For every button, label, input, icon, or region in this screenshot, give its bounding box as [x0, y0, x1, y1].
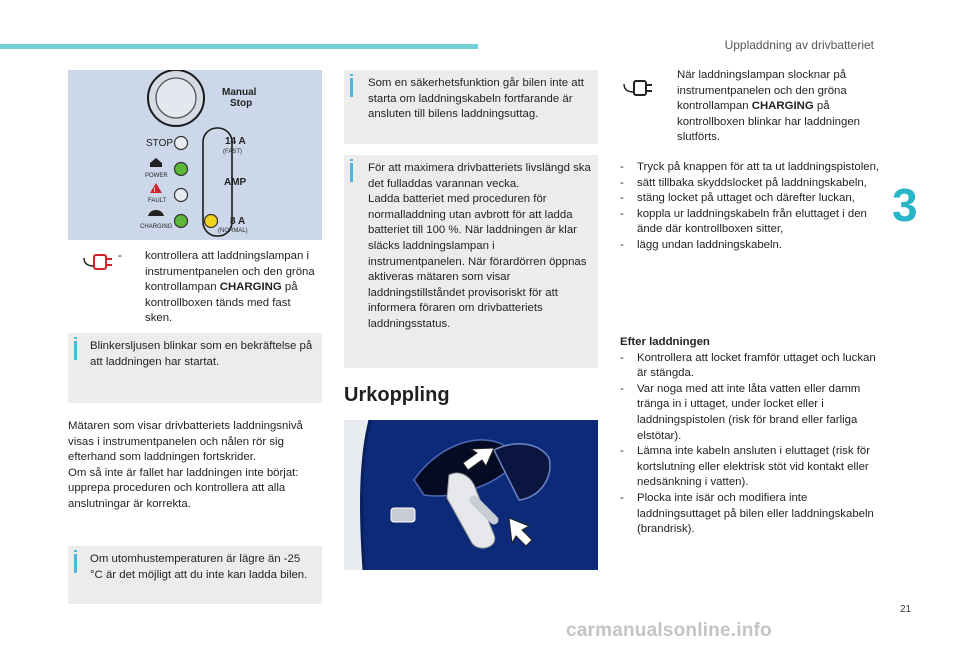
fast-text: (FAST): [223, 149, 242, 155]
fault-led: [175, 189, 188, 202]
amp-text: AMP: [224, 177, 247, 188]
control-box-illustration: [68, 70, 322, 240]
bullet-dash: - -: [118, 250, 122, 262]
disconnect-steps: [620, 160, 880, 254]
info-box-temperature: [68, 546, 322, 604]
list-item: - Kontrollera att locket framför uttaget och luckan är stängda.: [620, 351, 882, 382]
info-text: Som en säkerhetsfunktion går bilen inte att starta om laddningskabeln fortfarande är ansluten till bilens laddningsuttag.: [368, 77, 584, 121]
after-charging-section: [620, 335, 882, 538]
stop-led: [175, 137, 188, 150]
svg-text:!: !: [153, 188, 156, 194]
fault-text: FAULT: [148, 198, 167, 204]
normal-text: (NORMAL): [218, 228, 248, 234]
info-marker-icon: [350, 163, 353, 182]
info-marker-icon: [74, 554, 77, 573]
after-charging-title: Efter laddningen: [620, 336, 710, 348]
list-item: - stäng locket på uttaget och därefter luckan,: [620, 191, 880, 207]
charging-plug-icon: [82, 252, 114, 279]
plug-instruction: - - kontrollera att laddningslampan i instrumentpanelen och den gröna kontrollampan CHARGING på kontrollboxen tänds med fast sken.: [118, 249, 318, 327]
info-box-hazard-lights: [68, 333, 322, 403]
arrow-icon: [509, 518, 532, 546]
info-text: För att maximera drivbatteriets livslängd ska det fulladdas varannan vecka. Ladda batteriet med proceduren för normalladdning utan avbrott för att ladda batteriet till 100 %. När laddningen är klar släcks laddningslampan i instrumentpanelen. När förardörren öppnas aktiveras mätaren som visar laddningstillståndet provisoriskt för att informera föraren om drivbatteriets laddningsstatus.: [368, 162, 591, 330]
8a-led: [205, 215, 218, 228]
manual-stop-button: [156, 78, 196, 118]
section-heading: Urkoppling: [344, 384, 450, 406]
manual-label: Manual: [222, 87, 257, 98]
emblem-icon: [391, 508, 415, 522]
page-number: 21: [900, 604, 912, 615]
car-icon: [148, 210, 164, 216]
info-box-safety: [344, 70, 598, 144]
power-led: [175, 163, 188, 176]
charging-complete-text: När laddningslampan slocknar på instrumentpanelen och den gröna kontrollampan CHARGING på kontrollboxen blinkar har laddningen slutförts.: [677, 69, 861, 144]
14a-text: 14 A: [225, 136, 246, 147]
stop-text: STOP: [146, 138, 174, 149]
gauge-paragraph: Mätaren som visar drivbatteriets laddningsnivå visas i instrumentpanelen och nålen rör sig efterhand som laddningen fortskrider. Om så inte är fallet har laddningen inte börjat: upprepa proceduren och kontrollera att alla anslutningar är korrekta.: [68, 420, 303, 510]
list-item: - Lämna inte kabeln ansluten i eluttaget (risk för kortslutning eller elektrisk stöt vid kontakt eller nedsänkning i vatten).: [620, 444, 882, 491]
control-box-drawing: [68, 70, 322, 240]
power-text: POWER: [145, 173, 168, 179]
section-title: Uppladdning av drivbatteriet: [724, 38, 874, 52]
8a-text: 8 A: [230, 216, 246, 227]
info-text: Om utomhustemperaturen är lägre än -25 °C är det möjligt att du inte kan ladda bilen.: [90, 553, 308, 581]
info-box-battery-life: [344, 155, 598, 368]
info-marker-icon: [74, 341, 77, 360]
home-icon: [150, 158, 162, 167]
list-item: - Tryck på knappen för att ta ut laddningspistolen,: [620, 160, 880, 176]
list-item: - Var noga med att inte låta vatten eller damm tränga in i uttaget, under locket eller i laddningspistolen (risk för brand eller farliga elstötar).: [620, 382, 882, 444]
list-item: - lägg undan laddningskabeln.: [620, 238, 880, 254]
list-item: - koppla ur laddningskabeln från eluttaget i den ände där kontrollboxen sitter,: [620, 207, 880, 238]
header-accent-bar: [0, 44, 478, 49]
info-text: Blinkersljusen blinkar som en bekräftelse på att laddningen har startat.: [90, 340, 313, 368]
charging-led: [175, 215, 188, 228]
charging-port-photo: [344, 420, 598, 570]
charging-plug-icon: [622, 78, 654, 105]
info-marker-icon: [350, 78, 353, 97]
charging-text: CHARGING: [140, 224, 173, 230]
chapter-number: 3: [892, 179, 918, 231]
list-item: - Plocka inte isär och modifiera inte laddningsuttaget på bilen eller laddningskabeln (brandrisk).: [620, 491, 882, 538]
list-item: - sätt tillbaka skyddslocket på laddningskabeln,: [620, 176, 880, 192]
warning-icon: [150, 183, 162, 193]
watermark: carmanualsonline.info: [566, 620, 772, 641]
stop-label: Stop: [230, 98, 253, 109]
